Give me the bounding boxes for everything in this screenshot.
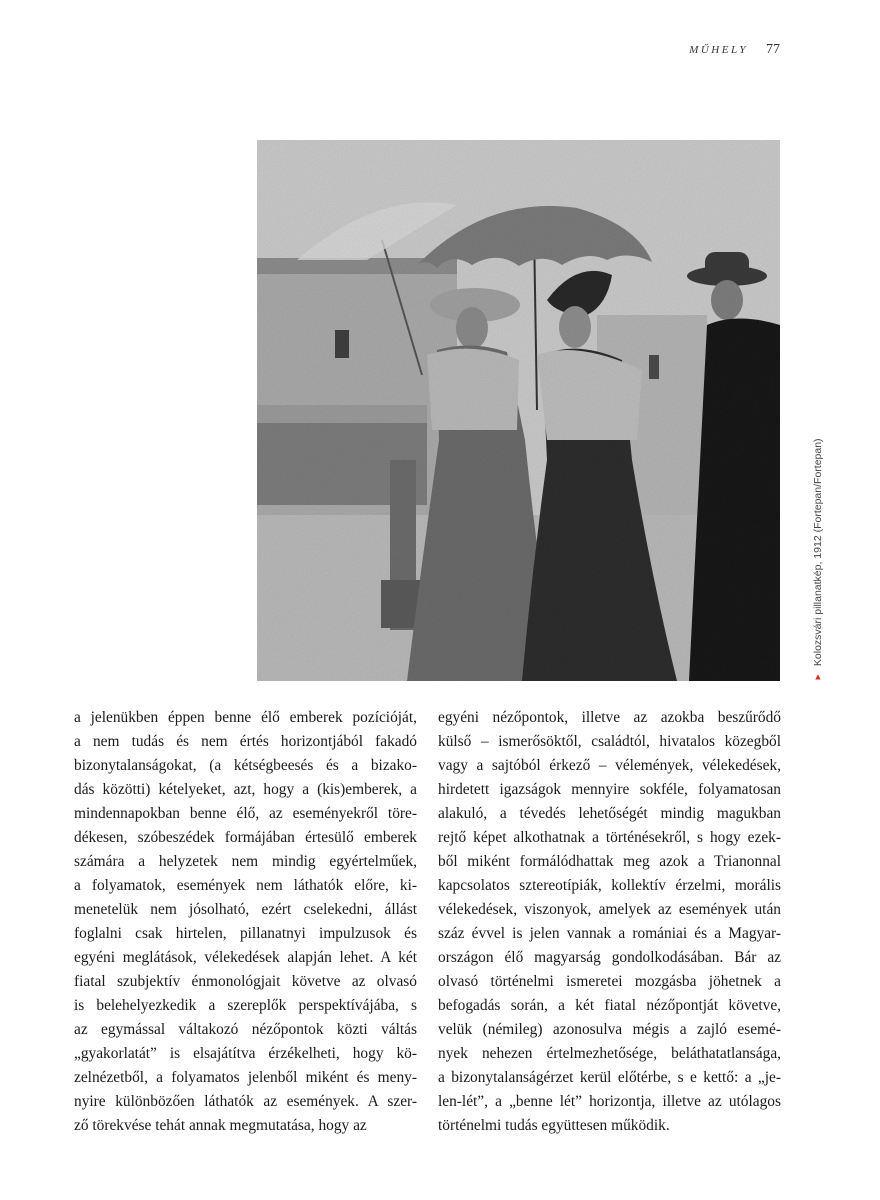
body-column-left	[74, 706, 417, 1138]
text-line: bizonytalanságokat, (a kétségbeesés és a bizako-	[74, 757, 417, 774]
text-line: olvasó történelmi ismeretei mozgásba jöhetnek a	[438, 973, 781, 990]
text-line: dás közötti) kételyeket, azt, hogy a (kis)emberek, a	[74, 781, 417, 798]
awning	[257, 405, 427, 423]
section-name: MŰHELY	[689, 44, 748, 56]
text-line: rejtő képet alkothatnak a történésekről, s hogy ezek-	[438, 829, 781, 846]
face-man	[711, 280, 743, 320]
blouse-left-woman	[427, 349, 519, 430]
text-line: fiatal szubjektív énmonológjait követve az olvasó	[74, 973, 417, 990]
historical-photo	[257, 140, 780, 681]
page-number: 77	[766, 42, 780, 57]
text-line: dékesen, szóbeszédek formájában értesülő emberek	[74, 829, 417, 846]
text-line: vagy a sajtóból érkező – vélemények, vélekedések,	[438, 757, 781, 774]
text-line: len-lét”, a „benne lét” horizontja, illetve az utólagos	[438, 1093, 781, 1110]
text-line: mindennapokban benne élő, az eseményekről töre-	[74, 805, 417, 822]
face-left-woman	[456, 307, 488, 349]
photo-caption	[812, 438, 824, 681]
text-line: ből miként formálódhattak meg azok a Trianonnal	[438, 853, 781, 870]
caption-text: Kolozsvári pillanatkép, 1912 (Fortepan/Fortepan)	[812, 438, 824, 667]
text-line: zelnézetből, a folyamatos jelenből miként és meny-	[74, 1069, 417, 1086]
text-line: vélekedések, viszonyok, amelyek az események után	[438, 901, 781, 918]
text-line: ző törekvése tehát annak megmutatása, hogy az	[74, 1117, 367, 1134]
text-line: menetelük nem jósolható, ezért cselekedni, állást	[74, 901, 417, 918]
text-line: száz évvel is jelen vannak a romániai és a Magyar-	[438, 925, 781, 942]
text-line: számára a helyzetek nem mindig egyértelműek,	[74, 853, 417, 870]
text-line: a bizonytalanságérzet kerül előtérbe, s e kettő: a „je-	[438, 1069, 781, 1086]
face-right-woman	[559, 306, 591, 348]
photo-illustration	[257, 140, 780, 681]
blouse-right-woman	[537, 350, 642, 440]
text-line: nyire különbözően láthatók az események. A szer-	[74, 1093, 417, 1110]
window	[335, 330, 349, 358]
text-line: befogadás során, a két fiatal nézőpontját követve,	[438, 997, 781, 1014]
text-line: az egymással váltakozó nézőpontok közti váltás	[74, 1021, 417, 1038]
text-line: történelmi tudás együttesen működik.	[438, 1117, 670, 1134]
bowler-hat-crown	[705, 252, 749, 278]
text-line: is belehelyezkedik a szereplők perspektívájába, s	[74, 997, 417, 1014]
text-line: kapcsolatos sztereotípiák, kollektív érzelmi, morális	[438, 877, 781, 894]
text-line: hirdetett igazságok mennyire sokféle, folyamatosan	[438, 781, 781, 798]
text-line: velük (némileg) azonosulva mégis a zajló esemé-	[438, 1021, 781, 1038]
text-line: egyéni nézőpontok, illetve az azokba beszűrődő	[438, 709, 781, 726]
text-line: a nem tudás és nem értés horizontjából fakadó	[74, 733, 417, 750]
body-column-right	[438, 706, 781, 1138]
text-line: országon élő magyarság gondolkodásában. Bár az	[438, 949, 781, 966]
text-line: „gyakorlatát” is elsajátítva érzékelheti, hogy kö-	[74, 1045, 417, 1062]
text-line: foglalni csak hirtelen, pillanatnyi impulzusok és	[74, 925, 417, 942]
text-line: a folyamatok, események nem láthatók előre, ki-	[74, 877, 417, 894]
triangle-marker-icon: ▲	[813, 671, 823, 682]
text-line: külső – ismerősöktől, családtól, hivatalos közegből	[438, 733, 781, 750]
text-line: egyéni meglátások, vélekedések alapján lehet. A két	[74, 949, 417, 966]
text-line: alakuló, a tévedés lehetőségét mindig magukban	[438, 805, 781, 822]
running-header	[689, 42, 780, 58]
text-line: a jelenükben éppen benne élő emberek pozícióját,	[74, 709, 417, 726]
text-line: nyek nehezen értelmezhetősége, beláthatatlansága,	[438, 1045, 781, 1062]
window	[649, 355, 659, 379]
